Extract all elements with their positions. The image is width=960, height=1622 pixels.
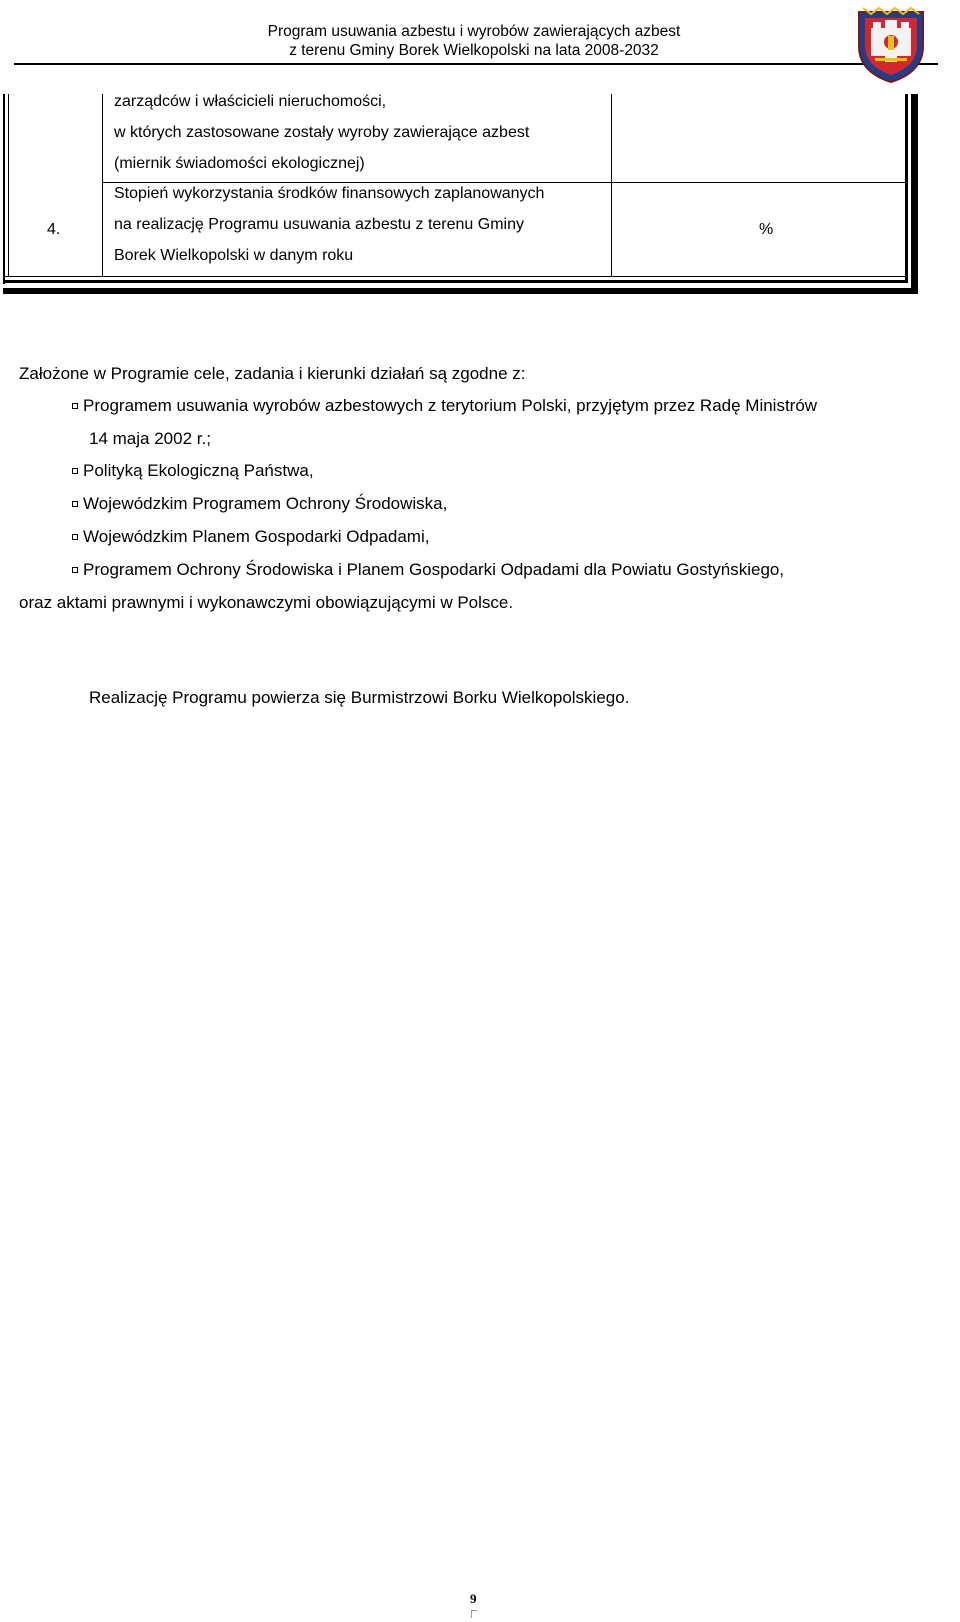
list-item: Wojewódzkim Planem Gospodarki Odpadami,	[83, 527, 430, 546]
final-statement: Realizację Programu powierza się Burmistrzowi Borku Wielkopolskiego.	[89, 688, 630, 707]
row-4-description	[114, 178, 544, 271]
bullet-icon	[72, 534, 78, 540]
row-4-line-1: Stopień wykorzystania środków finansowych zaplanowanych	[114, 185, 545, 202]
table-border-bottom-inner	[3, 276, 908, 277]
intro-text: Założone w Programie cele, zadania i kierunki działań są zgodne z:	[19, 364, 526, 383]
page-corner-mark	[471, 1610, 477, 1618]
row-4-line-2: na realizację Programu usuwania azbestu z terenu Gminy	[114, 216, 524, 233]
table-border-right-shadow	[911, 94, 918, 290]
list-item: Wojewódzkim Programem Ochrony Środowiska,	[83, 494, 448, 513]
table-col-divider-2	[611, 94, 612, 276]
page-number: 9	[470, 1591, 477, 1606]
table-border-bottom-shadow	[3, 288, 918, 294]
bullet-icon	[72, 567, 78, 573]
bullet-icon	[72, 468, 78, 474]
table-border-left-inner	[8, 94, 9, 276]
table-border-right	[905, 94, 908, 280]
table-row-divider-right	[612, 182, 905, 183]
indicator-table	[3, 94, 943, 306]
list-item: Programem usuwania wyrobów azbestowych z terytorium Polski, przyjętym przez Radę Ministrów	[83, 396, 818, 415]
table-border-left	[3, 94, 5, 284]
header-rule	[14, 63, 938, 65]
page-header	[14, 0, 938, 66]
table-border-bottom	[3, 280, 908, 283]
table-row-prev-line-2: w których zastosowane zostały wyroby zawierające azbest	[114, 124, 530, 141]
table-row-prev-line-1: zarządców i właścicieli nieruchomości,	[114, 93, 387, 110]
list-item-continuation: 14 maja 2002 r.;	[89, 429, 211, 448]
row-4-unit: %	[759, 221, 774, 238]
row-4-number: 4.	[47, 221, 61, 238]
header-line-1: Program usuwania azbestu i wyrobów zawierających azbest	[267, 23, 681, 40]
header-title	[244, 22, 704, 60]
table-row-prev-line-3: (miernik świadomości ekologicznej)	[114, 155, 365, 172]
list-item: Programem Ochrony Środowiska i Planem Gospodarki Odpadami dla Powiatu Gostyńskiego,	[83, 560, 785, 579]
list-item: Polityką Ekologiczną Państwa,	[83, 461, 314, 480]
table-row-prev	[114, 86, 529, 179]
coat-of-arms-icon	[855, 6, 927, 84]
bullet-icon	[72, 501, 78, 507]
closing-text: oraz aktami prawnymi i wykonawczymi obowiązującymi w Polsce.	[19, 593, 514, 612]
table-col-divider-1	[102, 94, 103, 276]
header-line-2: z terenu Gminy Borek Wielkopolski na lata 2008-2032	[289, 42, 659, 59]
bullet-icon	[72, 403, 78, 409]
row-4-line-3: Borek Wielkopolski w danym roku	[114, 247, 354, 264]
